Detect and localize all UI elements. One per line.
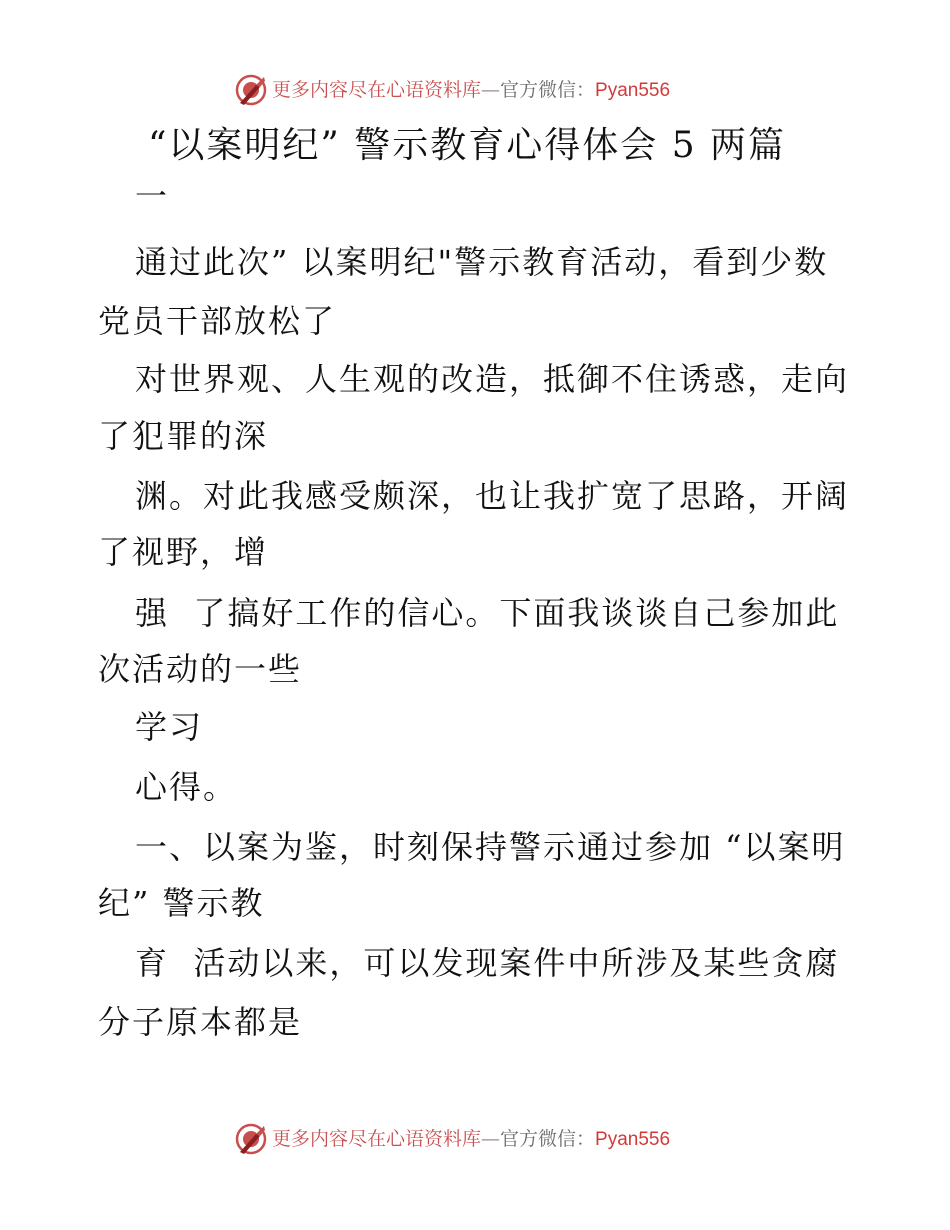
text-line: 强 了搞好工作的信心。下面我谈谈自己参加此 <box>135 594 840 632</box>
text-line: 了视野，增 <box>98 533 269 571</box>
pen-logo-icon <box>234 1122 268 1156</box>
banner-wechat-id: Pyan556 <box>595 80 671 101</box>
text-line: 党员干部放松了 <box>98 302 337 340</box>
text-line: 一、以案为鉴，时刻保持警示通过参加 “以案明 <box>135 828 846 866</box>
pen-logo-icon <box>234 73 268 107</box>
document-title: “以案明纪” 警示教育心得体会 5 两篇 <box>148 125 787 166</box>
banner-wechat-id: Pyan556 <box>595 1129 671 1150</box>
banner-separator: — <box>481 1128 501 1150</box>
banner-separator: — <box>481 79 501 101</box>
text-line: 心得。 <box>135 768 238 806</box>
text-line: 通过此次” 以案明纪"警示教育活动，看到少数 <box>135 243 829 281</box>
banner-wechat-label: 官方微信： <box>500 1128 596 1150</box>
banner-site-name: 更多内容尽在心语资料库 <box>272 1128 482 1150</box>
text-line: 渊。对此我感受颇深，也让我扩宽了思路，开阔 <box>135 477 850 515</box>
text-line: 分子原本都是 <box>98 1003 303 1041</box>
text-line: 纪” 警示教 <box>98 884 265 922</box>
banner-text <box>272 78 670 102</box>
banner-site-name: 更多内容尽在心语资料库 <box>272 79 482 101</box>
text-line: 一 <box>135 177 170 215</box>
text-line: 次活动的一些 <box>98 650 303 688</box>
banner-wechat-label: 官方微信： <box>500 79 596 101</box>
text-line: 了犯罪的深 <box>98 417 269 455</box>
text-line: 育 活动以来，可以发现案件中所涉及某些贪腐 <box>135 944 840 982</box>
banner-text <box>272 1127 670 1151</box>
text-line: 学习 <box>135 708 204 746</box>
text-line: 对世界观、人生观的改造，抵御不住诱惑，走向 <box>135 360 850 398</box>
header-banner <box>0 70 950 110</box>
footer-banner <box>0 1119 950 1159</box>
